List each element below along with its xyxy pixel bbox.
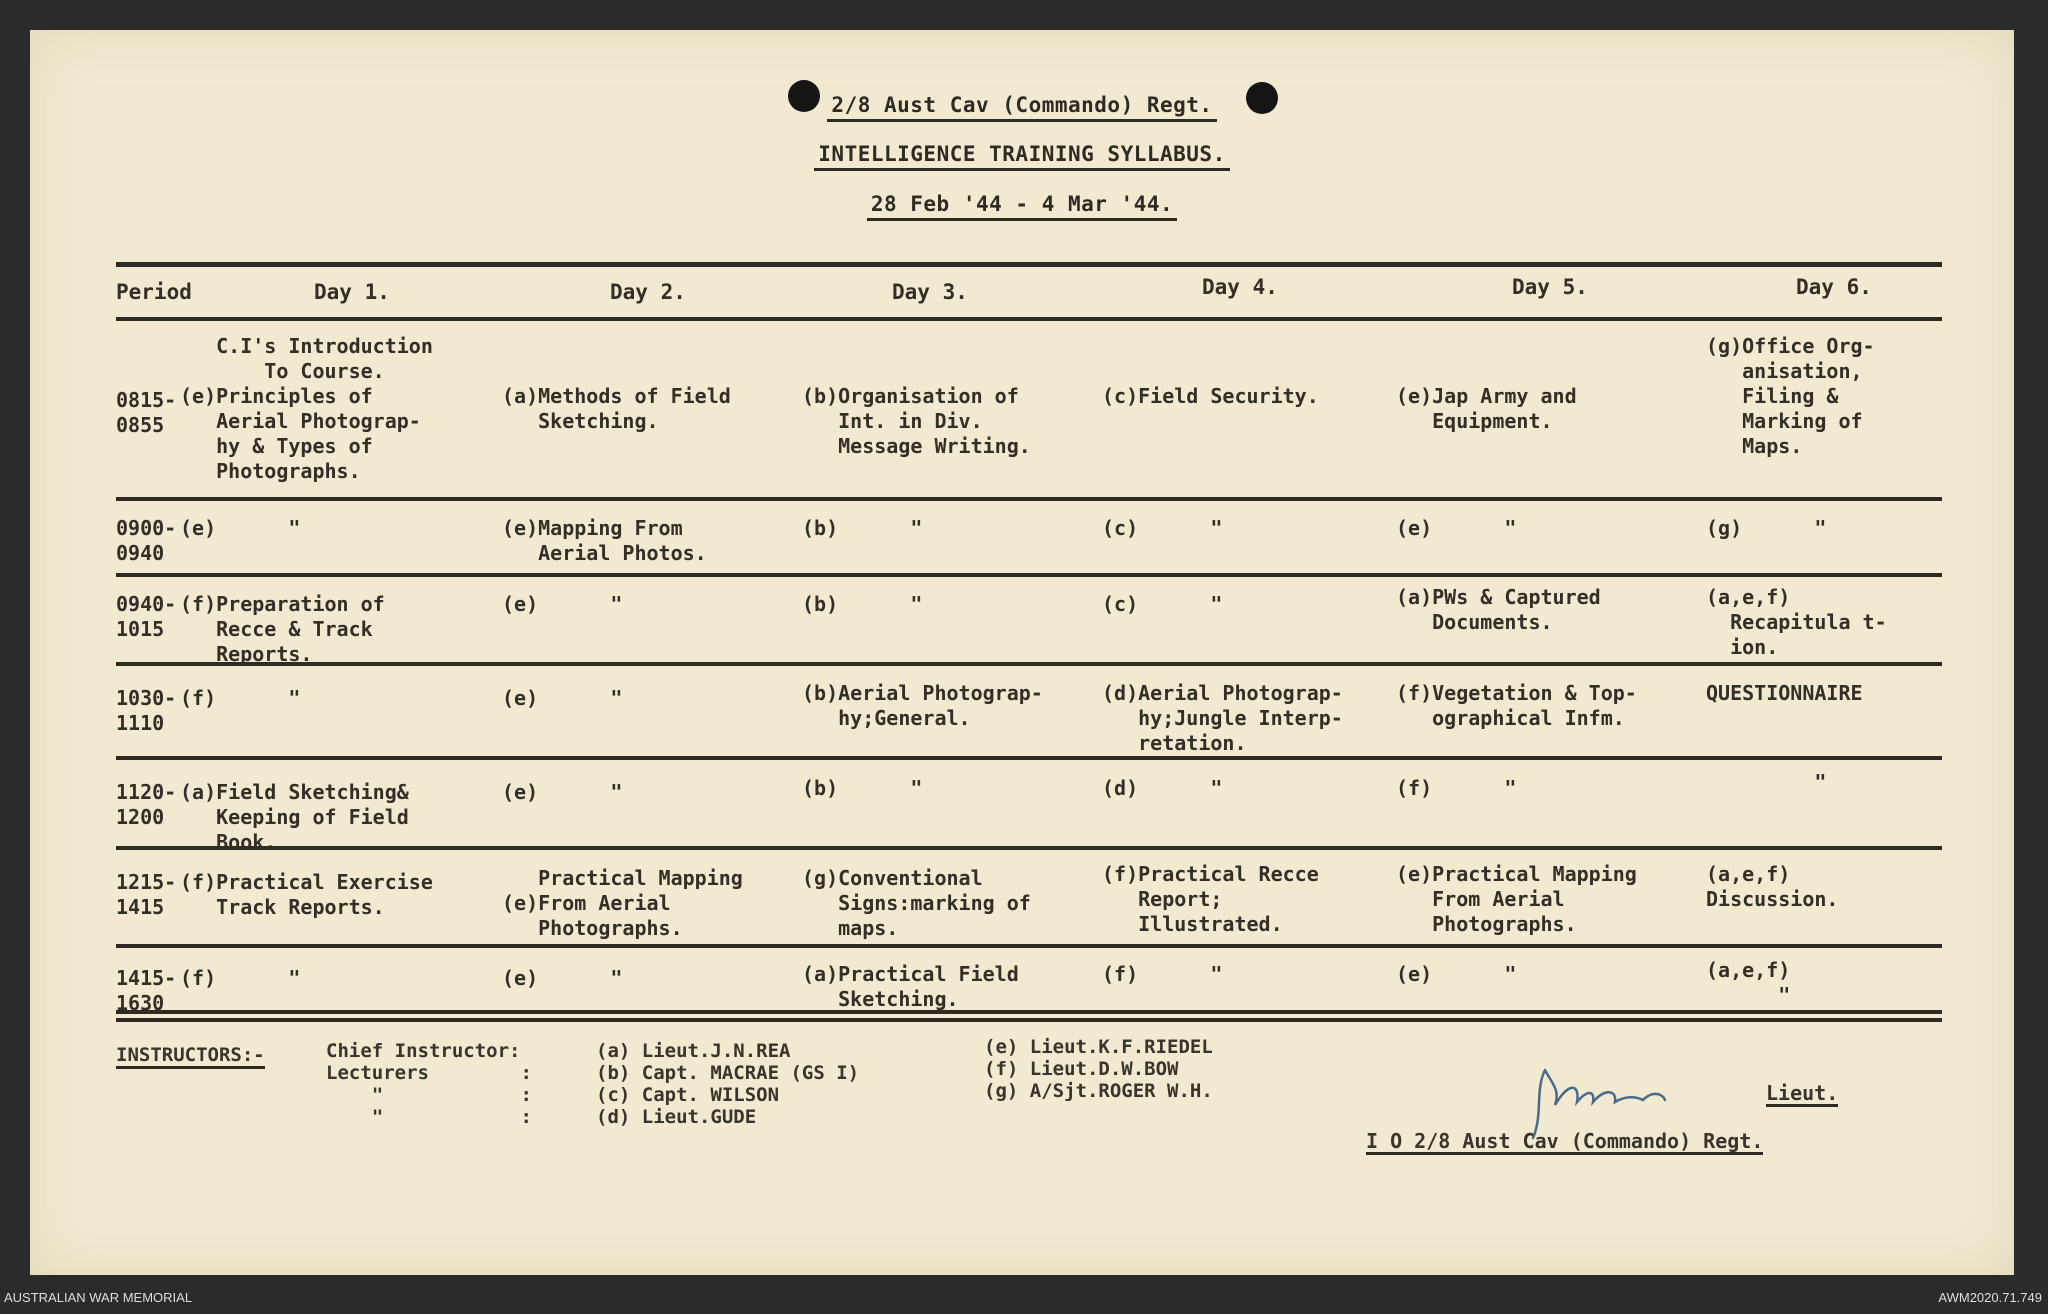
table-cell: (e)Jap Army and Equipment. [1396, 384, 1577, 433]
column-header-day-6: Day 6. [1796, 275, 1872, 299]
table-cell: (e) " [180, 516, 301, 540]
document-sheet [30, 30, 2014, 1275]
period-cell: 1120- 1200 [116, 780, 177, 829]
instructor-list-a-d: (a) Lieut.J.N.REA (b) Capt. MACRAE (GS I) (c) Capt. WILSON (d) Lieut.GUDE [596, 1040, 860, 1128]
instructor-list-e-g: (e) Lieut.K.F.RIEDEL (f) Lieut.D.W.BOW (g) A/Sjt.ROGER W.H. [984, 1036, 1213, 1102]
period-cell: 1215- 1415 [116, 870, 177, 919]
table-rule [116, 1010, 1942, 1014]
table-cell: (f)Practical Exercise Track Reports. [180, 870, 433, 919]
table-cell: (e)Practical Mapping From Aerial Photographs. [1396, 862, 1637, 936]
table-cell: (b)Aerial Photograp- hy;General. [802, 681, 1043, 730]
signatory-unit: I O 2/8 Aust Cav (Commando) Regt. [1366, 1129, 1764, 1153]
table-rule [116, 573, 1942, 577]
column-header-day-1: Day 1. [314, 280, 390, 304]
table-cell: (f)Preparation of Recce & Track Reports. [180, 592, 385, 666]
instructors-label: INSTRUCTORS:- [116, 1044, 265, 1069]
column-header-period: Period [116, 280, 192, 304]
column-header-day-4: Day 4. [1202, 275, 1278, 299]
document-heading: 2/8 Aust Cav (Commando) Regt. [30, 93, 2014, 117]
table-cell: (a)Field Sketching& Keeping of Field Book. [180, 780, 409, 854]
table-cell: " [1706, 770, 1827, 794]
table-cell: (e)Mapping From Aerial Photos. [502, 516, 707, 565]
column-header-day-5: Day 5. [1512, 275, 1588, 299]
table-cell: (f) " [180, 686, 301, 710]
table-cell: (c) " [1102, 592, 1223, 616]
table-cell: (c) " [1102, 516, 1223, 540]
table-cell: (b) " [802, 776, 923, 800]
table-cell: (b)Organisation of Int. in Div. Message Writing. [802, 384, 1031, 458]
table-cell: (e) " [502, 966, 623, 990]
table-cell: (a,e,f) Recapitula t- ion. [1706, 585, 1887, 659]
table-cell: (a)Practical Field Sketching. [802, 962, 1019, 1011]
table-cell: (e) " [502, 780, 623, 804]
signatory-rank: Lieut. [1766, 1081, 1839, 1105]
table-rule [116, 262, 1942, 267]
table-cell: (b) " [802, 516, 923, 540]
column-header-day-2: Day 2. [610, 280, 686, 304]
table-cell: (g)Office Org- anisation, Filing & Marking of Maps. [1706, 334, 1875, 458]
period-cell: 0900- 0940 [116, 516, 177, 565]
table-cell: (f) " [1102, 962, 1223, 986]
table-rule [116, 497, 1942, 501]
table-cell: Practical Mapping (e)From Aerial Photographs. [502, 866, 743, 940]
table-cell: (f)Practical Recce Report; Illustrated. [1102, 862, 1319, 936]
table-cell: (b) " [802, 592, 923, 616]
archive-reference: AWM2020.71.749 [1938, 1290, 2042, 1305]
table-cell: (f)Vegetation & Top- ographical Infm. [1396, 681, 1637, 730]
table-rule [116, 1018, 1942, 1022]
table-rule [116, 317, 1942, 321]
table-cell: (f) " [180, 966, 301, 990]
table-cell: (d) " [1102, 776, 1223, 800]
document-dates: 28 Feb '44 - 4 Mar '44. [30, 192, 2014, 216]
period-cell: 0815- 0855 [116, 388, 177, 437]
period-cell: 1030- 1110 [116, 686, 177, 735]
table-cell: (a,e,f) " [1706, 958, 1791, 1007]
table-cell: (e) " [1396, 516, 1517, 540]
table-cell: QUESTIONNAIRE [1706, 681, 1863, 705]
table-cell: (c)Field Security. [1102, 384, 1319, 408]
table-cell: (a)PWs & Captured Documents. [1396, 585, 1601, 634]
column-header-day-3: Day 3. [892, 280, 968, 304]
archive-credit: AUSTRALIAN WAR MEMORIAL [4, 1290, 193, 1305]
table-cell: (a)Methods of Field Sketching. [502, 384, 731, 433]
table-cell: (g)Conventional Signs:marking of maps. [802, 866, 1031, 940]
handwritten-signature [1525, 1060, 1685, 1140]
table-cell: (e) " [502, 592, 623, 616]
table-cell: (d)Aerial Photograp- hy;Jungle Interp- retation. [1102, 681, 1343, 755]
table-rule [116, 944, 1942, 948]
table-rule [116, 662, 1942, 666]
table-rule [116, 756, 1942, 760]
period-cell: 1415- 1630 [116, 966, 177, 1015]
table-cell: (e) " [1396, 962, 1517, 986]
document-subheading: INTELLIGENCE TRAINING SYLLABUS. [30, 142, 2014, 166]
table-cell: (a,e,f) Discussion. [1706, 862, 1839, 911]
table-cell: C.I's Introduction To Course. (e)Principles of Aerial Photograp- hy & Types of Photographs. [180, 334, 433, 483]
period-cell: 0940- 1015 [116, 592, 177, 641]
table-cell: (f) " [1396, 776, 1517, 800]
instructor-roles: Chief Instructor: Lecturers : " : " : [326, 1040, 532, 1128]
table-cell: (e) " [502, 686, 623, 710]
table-cell: (g) " [1706, 516, 1827, 540]
